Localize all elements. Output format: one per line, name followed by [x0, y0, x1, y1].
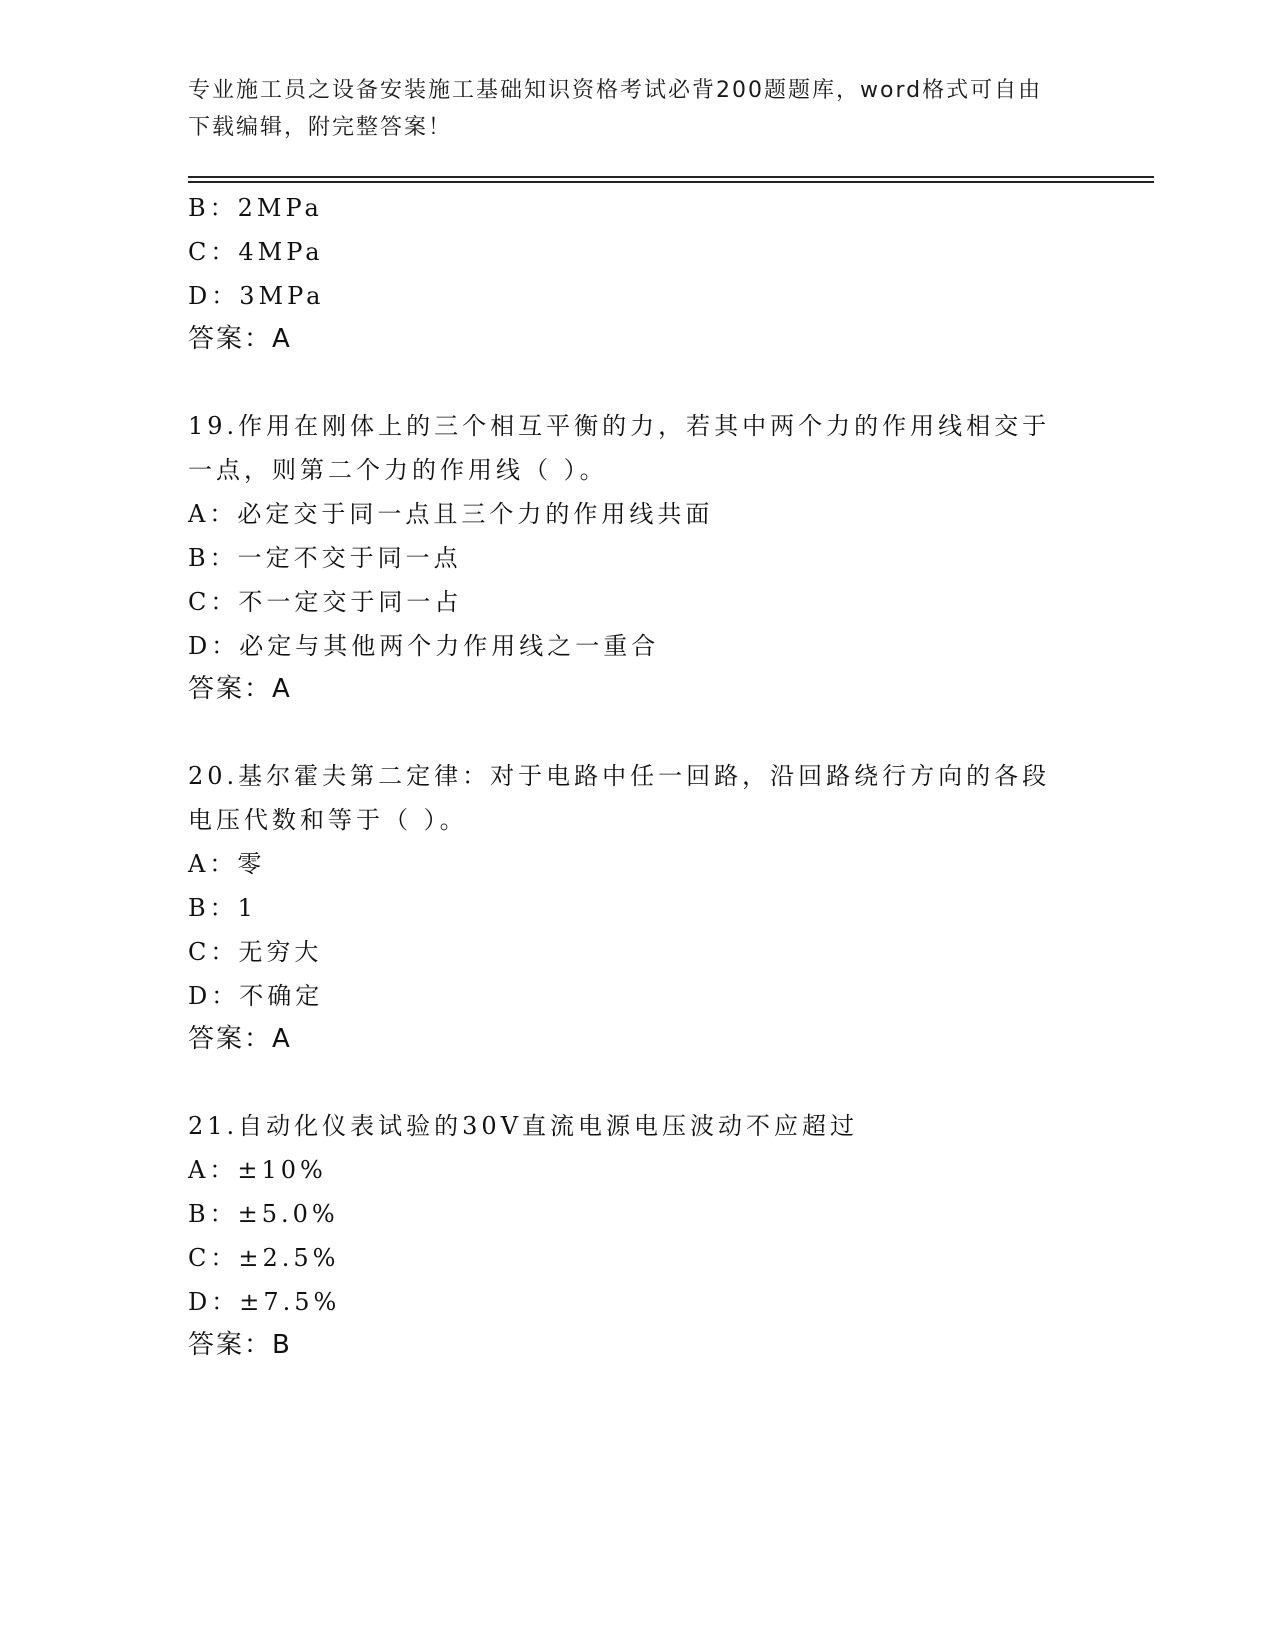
prev-option-b: B：2MPa — [188, 194, 323, 222]
q20-option-c: C：无穷大 — [188, 938, 323, 966]
q19-option-b: B：一定不交于同一点 — [188, 544, 462, 572]
q21-option-a: A：±10% — [188, 1156, 327, 1184]
document-header — [188, 72, 1068, 146]
header-divider-top — [188, 176, 1154, 178]
q19-text-line-2: 一点，则第二个力的作用线（ ）。 — [188, 456, 608, 484]
header-divider-bottom — [188, 181, 1154, 183]
prev-option-c: C：4MPa — [188, 238, 324, 266]
header-line-1: 专业施工员之设备安装施工基础知识资格考试必背200题题库，word格式可自由 — [188, 78, 1043, 103]
q20-option-b: B：1 — [188, 894, 257, 922]
q21-option-c: C：±2.5% — [188, 1244, 340, 1272]
q19-option-c: C：不一定交于同一占 — [188, 588, 463, 616]
header-line-2: 下载编辑，附完整答案！ — [188, 115, 453, 140]
q21-answer: 答案：B — [188, 1330, 292, 1360]
q21-option-d: D：±7.5% — [188, 1288, 341, 1316]
q19-answer: 答案：A — [188, 674, 292, 704]
prev-option-d: D：3MPa — [188, 282, 325, 310]
q20-answer: 答案：A — [188, 1024, 292, 1054]
q20-option-d: D：不确定 — [188, 982, 324, 1010]
q21-text-line-1: 21.自动化仪表试验的30V直流电源电压波动不应超过 — [188, 1112, 859, 1140]
q21-option-b: B：±5.0% — [188, 1200, 339, 1228]
q19-option-a: A：必定交于同一点且三个力的作用线共面 — [188, 500, 714, 528]
q20-option-a: A：零 — [188, 850, 266, 878]
q19-text-line-1: 19.作用在刚体上的三个相互平衡的力，若其中两个力的作用线相交于 — [188, 412, 1051, 440]
q19-option-d: D：必定与其他两个力作用线之一重合 — [188, 632, 660, 660]
prev-answer: 答案：A — [188, 324, 292, 354]
q20-text-line-1: 20.基尔霍夫第二定律：对于电路中任一回路，沿回路绕行方向的各段 — [188, 762, 1051, 790]
q20-text-line-2: 电压代数和等于（ ）。 — [188, 806, 468, 834]
